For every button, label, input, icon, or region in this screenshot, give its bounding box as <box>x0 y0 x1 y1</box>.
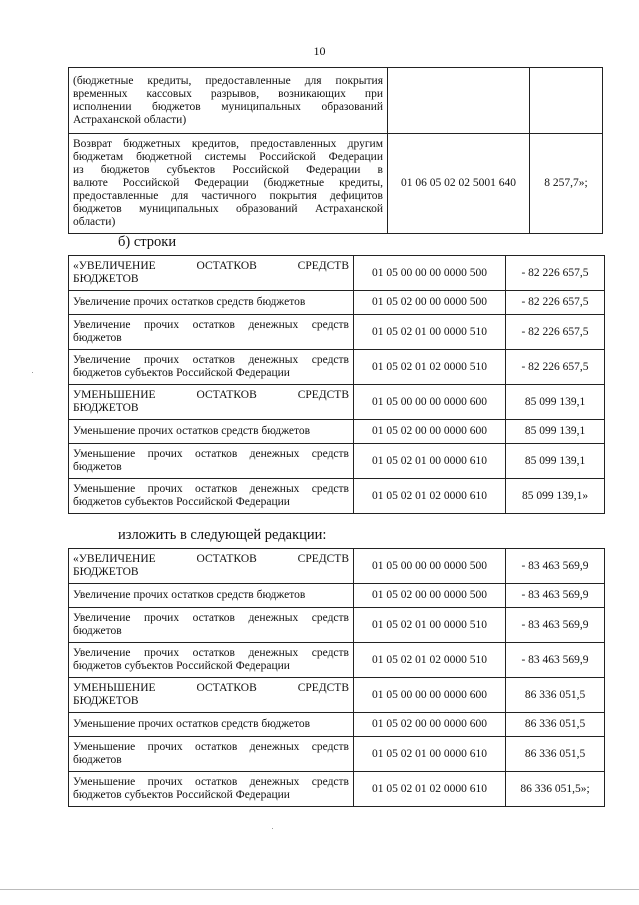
table-row <box>69 772 605 807</box>
table-row <box>69 737 605 772</box>
table-row <box>69 479 605 514</box>
row-name-cell <box>69 291 354 315</box>
row-name-line: предоставленные для частичного покрытия дефицитов <box>73 190 383 202</box>
row-name-line: Увеличение прочих остатков денежных средств <box>73 319 349 331</box>
row-code-cell: 01 05 02 00 00 0000 500 <box>354 584 506 608</box>
row-amount-cell: 86 336 051,5 <box>506 678 605 713</box>
row-amount-cell: - 82 226 657,5 <box>506 315 605 350</box>
table-row <box>69 678 605 713</box>
row-amount-cell: 8 257,7»; <box>530 134 603 234</box>
row-name-line: Астраханской области) <box>73 113 187 126</box>
row-name-cell <box>69 549 354 584</box>
row-amount-cell: 85 099 139,1 <box>506 420 605 444</box>
row-code-cell: 01 05 02 00 00 0000 500 <box>354 291 506 315</box>
row-name-cell <box>69 713 354 737</box>
row-amount-cell: - 82 226 657,5 <box>506 291 605 315</box>
row-name-cell <box>69 737 354 772</box>
row-name-line: области) <box>73 216 116 228</box>
row-name-line: БЮДЖЕТОВ <box>73 566 139 578</box>
row-amount-cell: - 83 463 569,9 <box>506 643 605 678</box>
row-name-cell <box>69 643 354 678</box>
row-name-line: Увеличение прочих остатков средств бюджетов <box>73 589 306 601</box>
row-name-line: Уменьшение прочих остатков денежных средств <box>73 483 349 495</box>
row-name-cell <box>69 420 354 444</box>
row-code-cell: 01 05 02 00 00 0000 600 <box>354 713 506 737</box>
row-name-cell <box>69 678 354 713</box>
table-row <box>69 444 605 479</box>
row-name-cell <box>69 444 354 479</box>
row-amount-cell: - 83 463 569,9 <box>506 608 605 643</box>
row-name-cell <box>69 608 354 643</box>
table-row <box>69 608 605 643</box>
row-amount-cell <box>530 68 603 134</box>
row-code-cell: 01 05 00 00 00 0000 600 <box>354 385 506 420</box>
row-name-line: бюджетов субъектов Российской Федерации <box>73 789 290 801</box>
row-name-line: бюджетов <box>73 754 122 766</box>
row-name-cell <box>69 772 354 807</box>
row-amount-cell: 85 099 139,1» <box>506 479 605 514</box>
row-code-cell: 01 05 02 01 02 0000 610 <box>354 479 506 514</box>
row-name-cell <box>69 479 354 514</box>
row-name-line: бюджетов субъектов Российской Федерации <box>73 367 290 379</box>
scan-edge-line <box>0 889 639 890</box>
row-name-line: «УВЕЛИЧЕНИЕ ОСТАТКОВ СРЕДСТВ <box>73 553 349 565</box>
row-name-cell <box>69 256 354 291</box>
table-new-rows <box>68 548 605 807</box>
table-old-rows-body <box>69 256 605 514</box>
row-name-line: УМЕНЬШЕНИЕ ОСТАТКОВ СРЕДСТВ <box>73 682 349 694</box>
table-row <box>69 584 605 608</box>
row-code-cell: 01 05 02 01 02 0000 610 <box>354 772 506 807</box>
row-name-line: Уменьшение прочих остатков денежных средств <box>73 776 349 788</box>
row-name-line: Увеличение прочих остатков средств бюджетов <box>73 296 306 308</box>
row-name-cell <box>69 68 388 134</box>
scan-speck <box>272 828 273 829</box>
row-name-line: Увеличение прочих остатков денежных средств <box>73 647 349 659</box>
row-name-line: Уменьшение прочих остатков средств бюджетов <box>73 718 311 730</box>
row-name-line: исполнении бюджетов муниципальных образований <box>73 100 383 113</box>
row-name-cell <box>69 584 354 608</box>
row-code-cell: 01 05 02 00 00 0000 600 <box>354 420 506 444</box>
row-name-line: бюджетов <box>73 332 122 344</box>
row-name-line: Уменьшение прочих остатков денежных средств <box>73 448 349 460</box>
row-name-line: БЮДЖЕТОВ <box>73 273 139 285</box>
row-amount-cell: - 83 463 569,9 <box>506 549 605 584</box>
table-row <box>69 134 603 234</box>
table-row <box>69 256 605 291</box>
row-name-line: (бюджетные кредиты, предоставленные для покрытия <box>73 74 383 87</box>
row-name-line: Увеличение прочих остатков денежных средств <box>73 612 349 624</box>
row-name-line: УМЕНЬШЕНИЕ ОСТАТКОВ СРЕДСТВ <box>73 389 349 401</box>
row-code-cell: 01 05 00 00 00 0000 500 <box>354 549 506 584</box>
page-number: 10 <box>313 44 326 58</box>
row-name-line: бюджетов <box>73 461 122 473</box>
row-code-cell: 01 05 02 01 00 0000 510 <box>354 608 506 643</box>
row-name-line: временных кассовых разрывов, возникающих при <box>73 87 383 100</box>
row-name-cell <box>69 134 388 234</box>
scan-speck <box>32 372 33 373</box>
row-amount-cell: 85 099 139,1 <box>506 444 605 479</box>
row-name-line: Уменьшение прочих остатков средств бюджетов <box>73 425 311 437</box>
row-amount-cell: 86 336 051,5 <box>506 713 605 737</box>
table-continuation-body <box>69 68 603 234</box>
section-heading-b: б) строки <box>118 234 177 250</box>
table-row <box>69 291 605 315</box>
table-row <box>69 420 605 444</box>
row-amount-cell: - 82 226 657,5 <box>506 350 605 385</box>
row-code-cell: 01 05 02 01 00 0000 510 <box>354 315 506 350</box>
row-name-line: бюджетов субъектов Российской Федерации <box>73 496 290 508</box>
section-heading-c: изложить в следующей редакции: <box>118 527 327 543</box>
table-row <box>69 643 605 678</box>
row-code-cell: 01 05 02 01 02 0000 510 <box>354 350 506 385</box>
row-name-line: бюджетам бюджетной системы Российской Федерации <box>73 151 383 163</box>
row-code-cell: 01 05 02 01 02 0000 510 <box>354 643 506 678</box>
row-name-line: бюджетов <box>73 625 122 637</box>
table-row <box>69 350 605 385</box>
table-row <box>69 385 605 420</box>
row-name-line: валюте Российской Федерации (бюджетные кредиты, <box>73 177 383 189</box>
row-name-line: Возврат бюджетных кредитов, предоставленных другим <box>73 138 383 150</box>
row-name-line: из бюджетов субъектов Российской Федерации в <box>73 164 383 176</box>
row-amount-cell: - 82 226 657,5 <box>506 256 605 291</box>
row-code-cell: 01 05 02 01 00 0000 610 <box>354 737 506 772</box>
row-amount-cell: 85 099 139,1 <box>506 385 605 420</box>
row-name-line: Уменьшение прочих остатков денежных средств <box>73 741 349 753</box>
row-name-line: бюджетов муниципальных образований Астраханской <box>73 203 383 215</box>
row-name-line: бюджетов субъектов Российской Федерации <box>73 660 290 672</box>
row-code-cell: 01 05 00 00 00 0000 600 <box>354 678 506 713</box>
row-name-line: Увеличение прочих остатков денежных средств <box>73 354 349 366</box>
table-row <box>69 68 603 134</box>
table-new-rows-body <box>69 549 605 807</box>
table-old-rows <box>68 255 605 514</box>
row-amount-cell: - 83 463 569,9 <box>506 584 605 608</box>
table-row <box>69 713 605 737</box>
row-amount-cell: 86 336 051,5»; <box>506 772 605 807</box>
row-amount-cell: 86 336 051,5 <box>506 737 605 772</box>
row-name-cell <box>69 385 354 420</box>
table-row <box>69 549 605 584</box>
row-name-cell <box>69 350 354 385</box>
row-name-cell <box>69 315 354 350</box>
row-code-cell: 01 06 05 02 02 5001 640 <box>388 134 530 234</box>
table-row <box>69 315 605 350</box>
row-name-line: БЮДЖЕТОВ <box>73 695 139 707</box>
row-code-cell: 01 05 02 01 00 0000 610 <box>354 444 506 479</box>
row-name-line: БЮДЖЕТОВ <box>73 402 139 414</box>
row-name-line: «УВЕЛИЧЕНИЕ ОСТАТКОВ СРЕДСТВ <box>73 260 349 272</box>
table-continuation <box>68 67 603 234</box>
row-code-cell: 01 05 00 00 00 0000 500 <box>354 256 506 291</box>
row-code-cell <box>388 68 530 134</box>
